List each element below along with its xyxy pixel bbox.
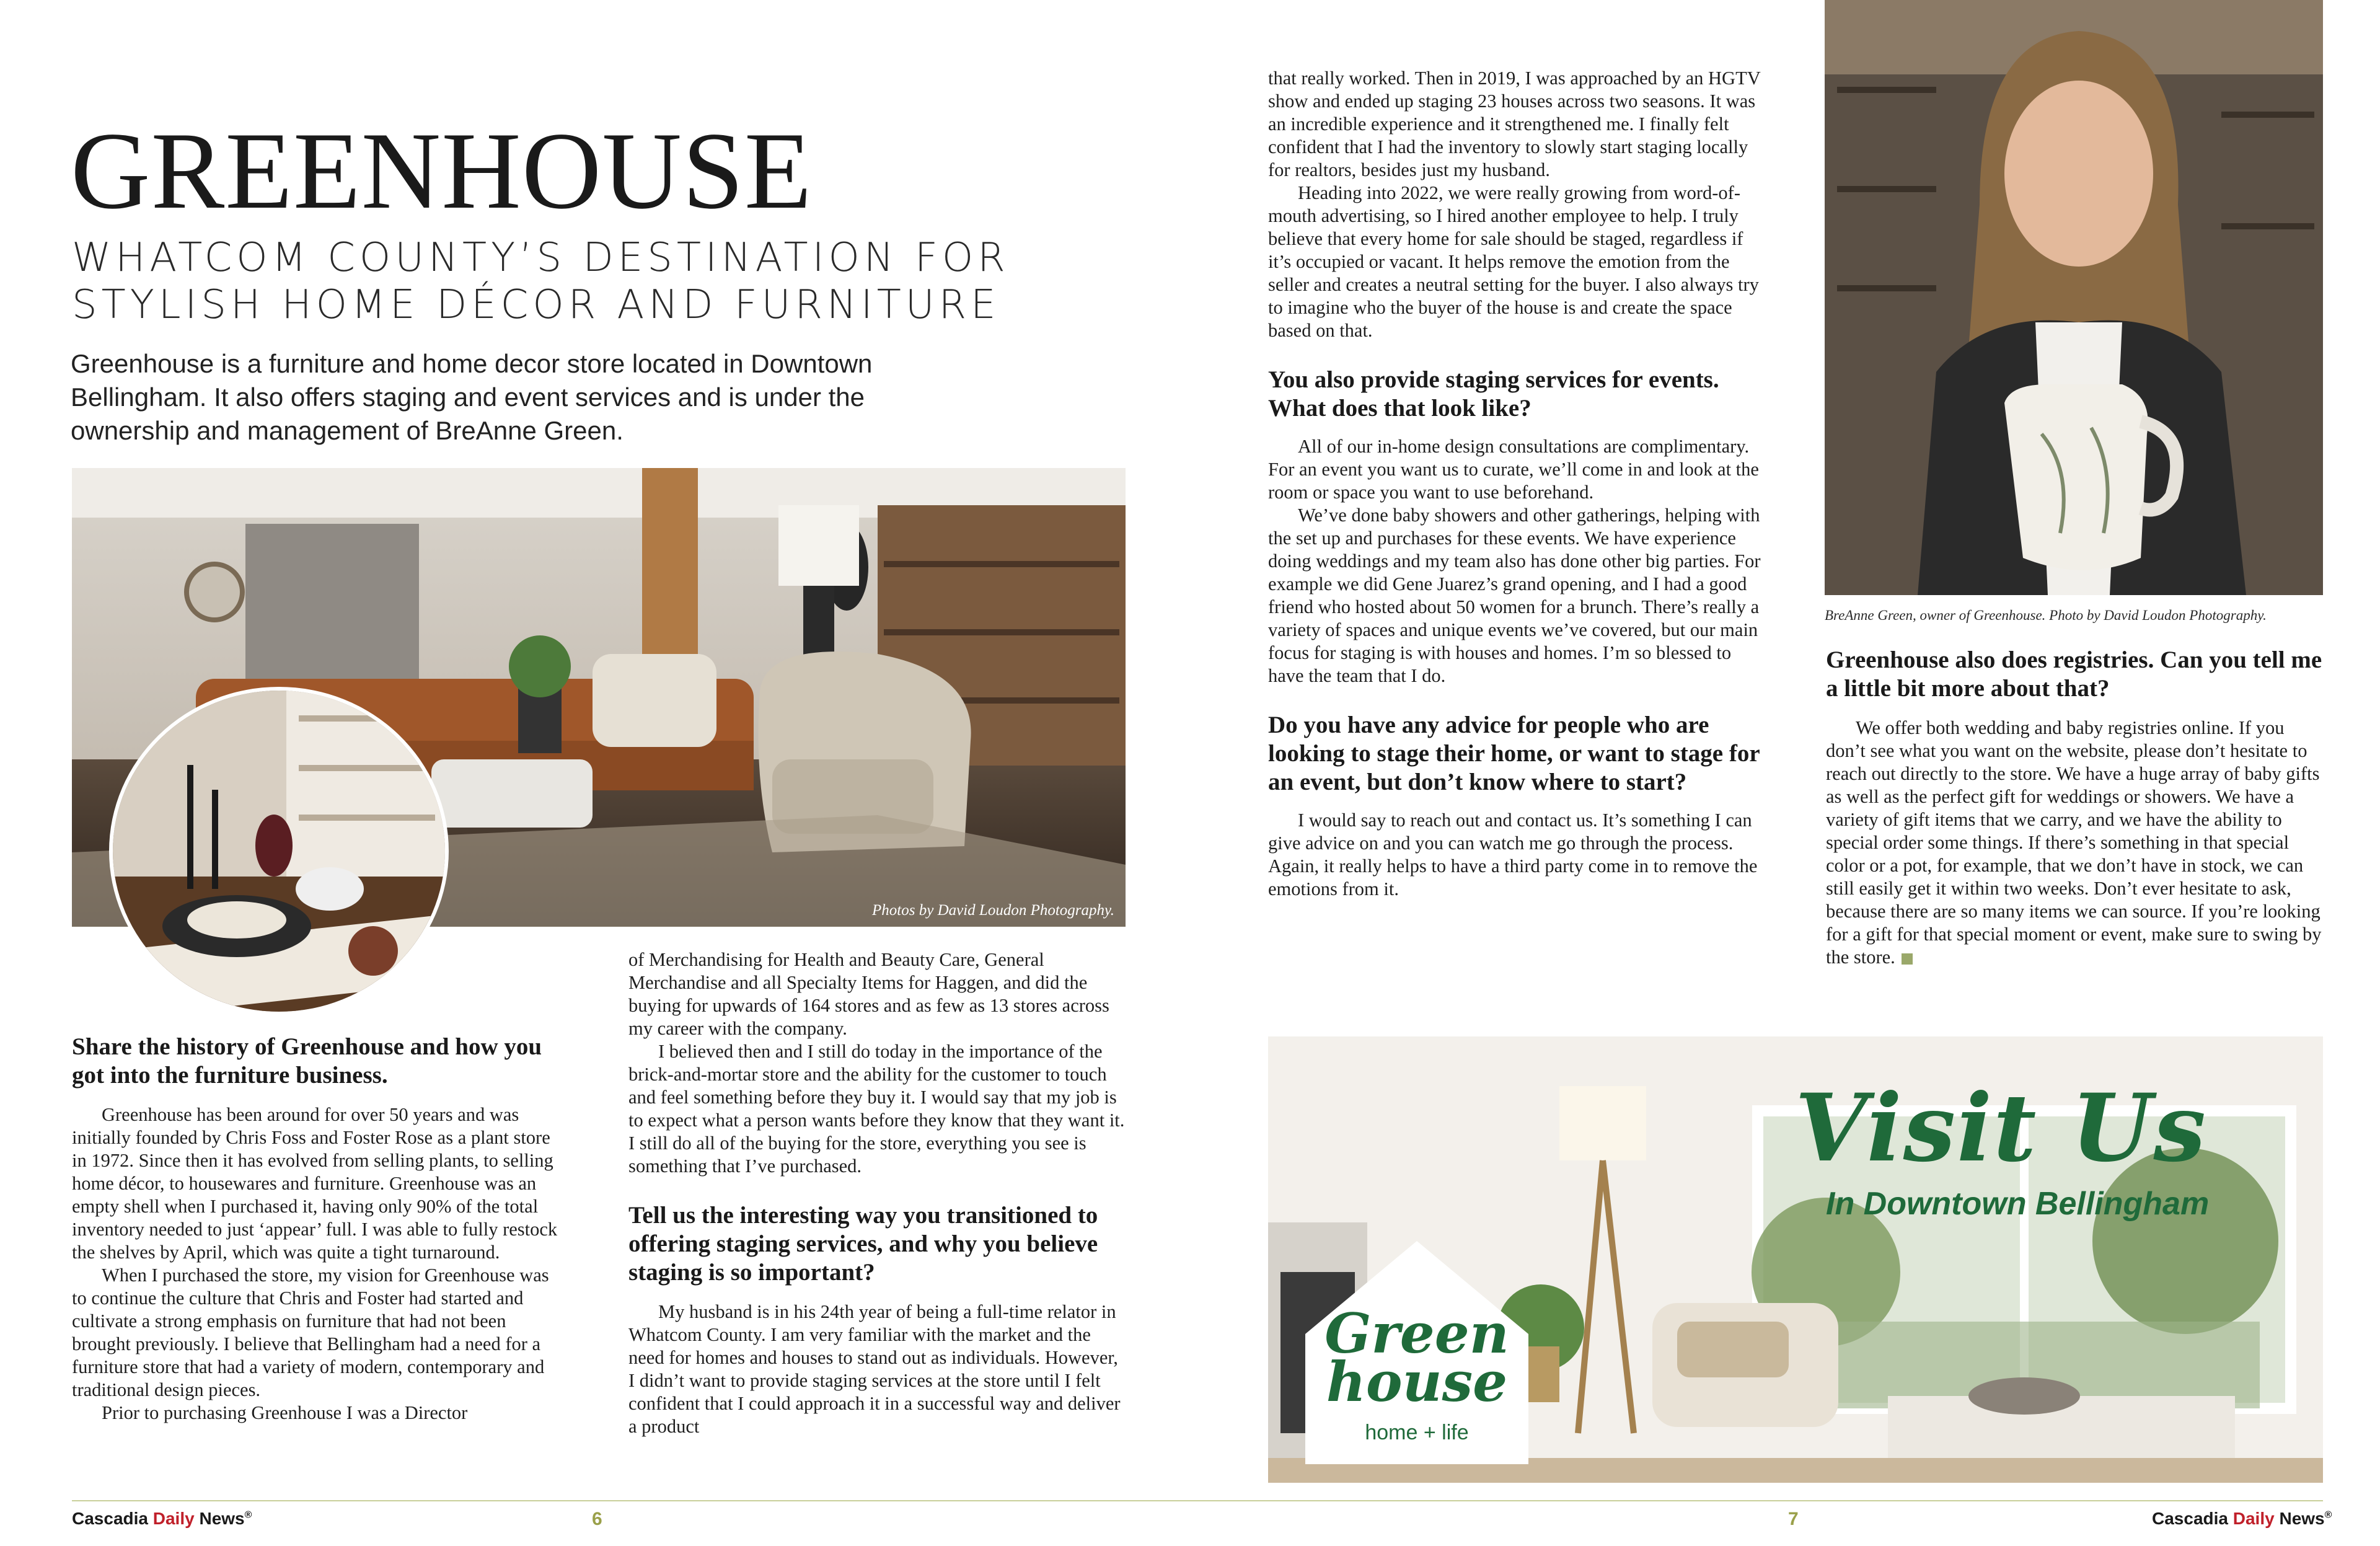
footer-brand-right: [2152, 1509, 2332, 1529]
footer-brand-left: [72, 1509, 252, 1529]
page-number-right: 7: [1788, 1509, 1799, 1529]
paragraph: that really worked. Then in 2019, I was approached by an HGTV show and ended up staging 23 houses across two seasons. It was an incredible experience and it strengthened me. I finally felt confident that I had the inventory to slowly start staging locally for realtors, besides just my husband.: [1268, 68, 1761, 180]
question-event-staging: You also provide staging services for events. What does that look like?: [1268, 366, 1719, 422]
paragraph: [1826, 717, 2324, 969]
portrait-caption: BreAnne Green, owner of Greenhouse. Photo by David Loudon Photography.: [1825, 607, 2267, 623]
paragraph: Heading into 2022, we were really growing from word-of-mouth advertising, so I hired another employee to help. I truly believe that every home for sale should be staged, regardless if it’s occupied or vacant. It helps remove the emotion from the seller and creates a neutral setting for the buyer. I also always try to imagine who the buyer of the house is and create the space based on that.: [1268, 182, 1759, 341]
logo-tagline: home + life: [1365, 1421, 1469, 1444]
column-3: [1268, 67, 1770, 901]
location-subline: In Downtown Bellingham: [1826, 1186, 2210, 1222]
subheadline: [72, 234, 1064, 329]
owner-portrait-illustration: [1825, 0, 2323, 595]
brand-cascadia: Cascadia: [2152, 1509, 2233, 1528]
paragraph: I believed then and I still do today in the importance of the brick-and-mortar store and the ability for the customer to touch and feel something before they buy it. I would say that my job is to expect what a person wants before they know that they want it. I still do all of the buying for the store, everything you see is something that I’ve purchased.: [628, 1041, 1125, 1177]
registries-answer: We offer both wedding and baby registries online. If you don’t see what you want on the website, please don’t hesitate to reach out directly to the store. We have a huge array of baby gifts as well as the perfect gift for weddings or showers. We have a variety of gift items that we carry, and we have the ability to special order some things. If there’s something in that special color or a pot, for example, that we don’t have in stock, we can still easily get it within two weeks. Don’t ever hesitate to ask, because there are so many items we can source. If you’re looking for a gift for that special moment or event, make sure to swing by the store.: [1826, 717, 2322, 968]
registered-mark: ®: [244, 1509, 252, 1521]
paragraph: We’ve done baby showers and other gatherings, helping with the set up and purchases for these events. We have experience doing weddings and my team also has done other big parties. For example we did Gene Juarez’s grand opening, and I had a good friend who hosted about 50 women for a brunch. There’s really a variety of spaces and unique events we’ve covered, but our main focus for staging is with houses and homes. I’m so blessed to have the team that I do.: [1268, 505, 1761, 686]
visit-us-advertisement: [1268, 1036, 2323, 1483]
footer-rule: [72, 1500, 2323, 1501]
logo-wordmark-line-1: Green: [1324, 1301, 1509, 1366]
paragraph: Prior to purchasing Greenhouse I was a Director: [102, 1402, 468, 1423]
intro-paragraph: Greenhouse is a furniture and home decor store located in Downtown Bellingham. It also offers staging and event services and is under the ownership and management of BreAnne Green.: [71, 349, 873, 445]
paragraph: Greenhouse has been around for over 50 years and was initially founded by Chris Foss and Foster Rose as a plant store in 1972. Since then it has evolved from selling plants, to selling home décor, to housewares and furniture. Greenhouse was an empty shell when I purchased it, having only 90% of the total inventory needed to just ‘appear’ full. I was able to fully restock the shelves by April, which was quite a tight turnaround.: [72, 1104, 558, 1263]
paragraph: of Merchandising for Health and Beauty Care, General Merchandise and all Specialty Items for Haggen, and did the buying for upwards of 164 stores and as few as 13 stores across my career with the company.: [628, 949, 1109, 1039]
column-1: [72, 1033, 568, 1425]
brand-news: News: [2274, 1509, 2325, 1528]
greenhouse-logo: [1305, 1241, 1528, 1464]
subheadline-line-1: WHATCOM COUNTY’S DESTINATION FOR: [72, 235, 1010, 281]
tabletop-illustration: [113, 691, 449, 1015]
brand-cascadia: Cascadia: [72, 1509, 153, 1528]
question-staging-transition: Tell us the interesting way you transitioned to offering staging services, and why you believe staging is so important?: [628, 1202, 1098, 1286]
end-of-article-mark: [1902, 953, 1913, 965]
paragraph: My husband is in his 24th year of being a full-time relator in Whatcom County. I am very familiar with the market and the need for homes and houses to stand out as individuals. However, I didn’t want to provide staging services at the store until I felt confident that I could approach it in a successful way and deliver a product: [628, 1301, 1121, 1437]
paragraph: All of our in-home design consultations are complimentary. For an event you want us to curate, we’ll come in and look at the room or space you want to use beforehand.: [1268, 436, 1759, 503]
brand-daily: Daily: [152, 1509, 195, 1528]
headline: GREENHOUSE: [71, 109, 813, 232]
question-history: Share the history of Greenhouse and how you got into the furniture business.: [72, 1033, 542, 1089]
question-advice: Do you have any advice for people who are looking to stage their home, or want to stage for an event, but don’t know where to start?: [1268, 712, 1760, 795]
owner-portrait-photo: [1825, 0, 2323, 595]
visit-us-headline: Visit Us: [1795, 1074, 2207, 1183]
tabletop-inset-photo: [109, 687, 449, 1015]
column-4: [1826, 646, 2324, 969]
question-registries: Greenhouse also does registries. Can you tell me a little bit more about that?: [1826, 647, 2322, 702]
logo-wordmark-line-2: house: [1326, 1349, 1508, 1414]
paragraph: When I purchased the store, my vision for Greenhouse was to continue the culture that Chris and Foster had started and cultivate a strong emphasis on furniture that had not been brought previously. I believe that Bellingham had a need for a furniture store that had a variety of modern, contemporary and traditional design pieces.: [72, 1265, 549, 1400]
photo-credit-caption: Photos by David Loudon Photography.: [872, 902, 1114, 919]
brand-news: News: [194, 1509, 245, 1528]
logo-wordmark: [1318, 1301, 1516, 1414]
column-2: [628, 948, 1128, 1438]
paragraph: I would say to reach out and contact us. It’s something I can give advice on and you can watch me go through the process. Again, it really helps to have a third party come in to remove the emotions from it.: [1268, 810, 1758, 899]
subheadline-line-2: STYLISH HOME DÉCOR AND FURNITURE: [72, 282, 1000, 328]
brand-daily: Daily: [2232, 1509, 2275, 1528]
registered-mark: ®: [2324, 1509, 2332, 1521]
page-number-left: 6: [592, 1509, 602, 1529]
